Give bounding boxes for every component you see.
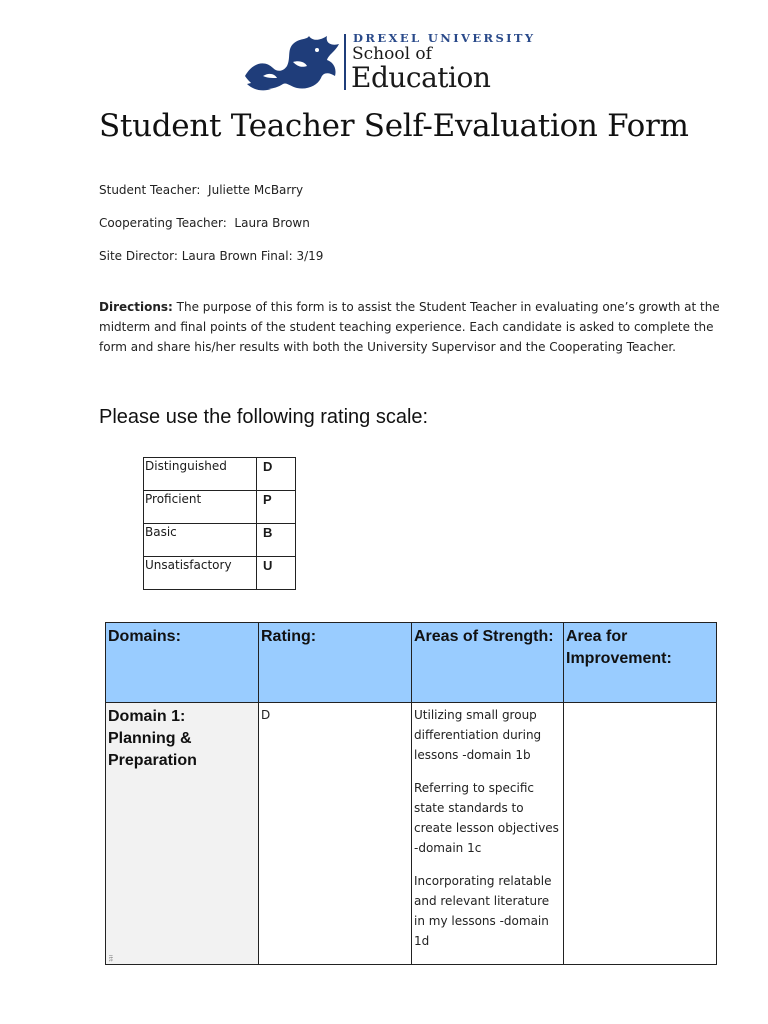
page-title: Student Teacher Self-Evaluation Form: [99, 108, 689, 144]
header-rating: Rating:: [259, 623, 412, 703]
scale-label: Distinguished: [144, 458, 257, 491]
scale-label: Proficient: [144, 491, 257, 524]
header-domains: Domains:: [106, 623, 259, 703]
college-name: Education: [351, 61, 491, 94]
directions-paragraph: [99, 297, 724, 357]
rating-scale-table: [143, 457, 296, 590]
footer-mark: ⁱᵗᵗ: [103, 955, 113, 962]
drexel-logo: [243, 30, 536, 94]
strength-item: Referring to specific state standards to create lesson objectives -domain 1c: [414, 781, 559, 855]
scale-row: [144, 458, 296, 491]
strength-item: Utilizing small group differentiation during lessons -domain 1b: [414, 708, 542, 762]
scale-label: Unsatisfactory: [144, 557, 257, 590]
scale-code: U: [257, 557, 296, 590]
rating-scale-heading: Please use the following rating scale:: [99, 406, 429, 428]
evaluation-table: [105, 622, 717, 965]
logo-divider: [344, 34, 346, 90]
header-strength: Areas of Strength:: [412, 623, 564, 703]
dragon-icon: [243, 32, 343, 92]
header-improvement: Area for Improvement:: [564, 623, 717, 703]
domain-cell: Domain 1: Planning & Preparation: [106, 703, 259, 965]
site-director-line: Site Director: Laura Brown Final: 3/19: [99, 249, 324, 263]
rating-cell: D: [259, 703, 412, 965]
table-row: [106, 703, 717, 965]
student-teacher-line: Student Teacher: Juliette McBarry: [99, 183, 304, 197]
school-name: School of: [352, 44, 432, 64]
scale-code: B: [257, 524, 296, 557]
cooperating-teacher-line: Cooperating Teacher: Laura Brown: [99, 216, 310, 230]
university-name: DREXEL UNIVERSITY: [353, 31, 536, 45]
scale-row: [144, 524, 296, 557]
scale-row: [144, 491, 296, 524]
scale-code: D: [257, 458, 296, 491]
directions-label: Directions:: [99, 300, 173, 314]
scale-row: [144, 557, 296, 590]
improvement-cell: [564, 703, 717, 965]
evaluation-header-row: [106, 623, 717, 703]
scale-label: Basic: [144, 524, 257, 557]
directions-text: The purpose of this form is to assist the Student Teacher in evaluating one’s growth at the midterm and final points of the student teaching experience. Each candidate is asked to complete the form and share his/her results with both the University Supervisor and the Cooperating Teacher.: [99, 300, 720, 354]
strength-cell: [412, 703, 564, 965]
scale-code: P: [257, 491, 296, 524]
strength-item: Incorporating relatable and relevant literature in my lessons -domain 1d: [414, 874, 552, 948]
